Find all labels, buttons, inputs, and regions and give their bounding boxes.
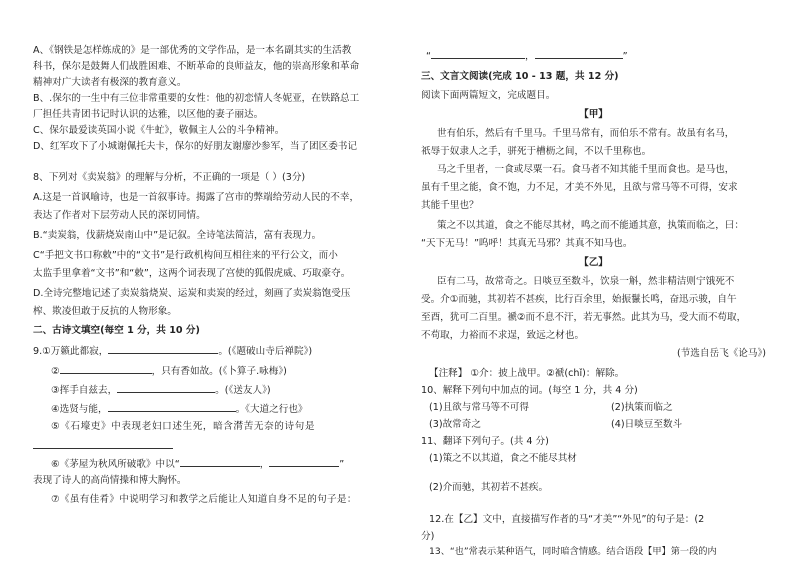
q9-5: ⑤《石壕吏》中表现老妇口述生死，暗含潸苦无奈的诗句是 — [51, 421, 316, 432]
q9-6-blank-2[interactable] — [269, 455, 339, 467]
q9-4-blank[interactable] — [108, 400, 236, 412]
q7-option-d: D、红军攻下了小城谢佩托夫卡，保尔的好朋友谢廖沙参军，当了团区委书记 — [33, 141, 357, 152]
q10-item-1: (1)且欲与常马等不可得 — [429, 402, 529, 413]
section3-title: 三、文言文阅读(完成 10 - 13 题，共 12 分) — [421, 71, 619, 82]
q7-option-b-line1: B、.保尔的一生中有三位非常重要的女性：他的初恋情人冬妮亚，在铁路总工 — [33, 93, 360, 104]
q9-3: ③挥手自兹去， 。(《送友人》) — [33, 381, 271, 398]
q10-item-3: (3)故常奇之 — [429, 419, 481, 430]
q9-4: ④选贤与能， 。《大道之行也》 — [33, 400, 308, 417]
q9-5-blank[interactable] — [33, 437, 173, 449]
q9-7-answer-line: “ ， ” — [426, 47, 628, 64]
annotation-note: 【注释】 ①介：披上战甲。②褫(chǐ)：解除。 — [429, 368, 625, 379]
q9-5-answer-line — [33, 437, 173, 454]
passage-source: (节选自岳飞《论马》) — [676, 348, 766, 359]
q8-option-c-line1: C“手把文书口称敕”中的“文书”是行政机构间互相往来的平行公文，而小 — [33, 250, 338, 261]
q9-1: 9.①万籁此都寂， 。(《题破山寺后禅院》) — [33, 342, 312, 359]
jia-line-2: 祇辱于奴隶人之手，骈死于槽枥之间，不以千里称也。 — [421, 146, 652, 157]
jia-line-5: 其能千里也？ — [421, 200, 479, 211]
q7-option-a-line3: 精神对广大读者有极深的教育意义。 — [33, 77, 187, 88]
q9-6-blank-1[interactable] — [180, 455, 260, 467]
q11-item-2: (2)介而驰，其初若不甚疾。 — [429, 482, 549, 493]
q10-stem: 10、解释下列句中加点的词。(每空 1 分，共 4 分) — [421, 385, 638, 396]
q12-line-2: 分) — [421, 531, 435, 542]
reading-intro: 阅读下面两篇短文，完成题目。 — [421, 90, 556, 101]
q9-7-blank-2[interactable] — [535, 47, 623, 59]
q8-option-c-line2: 太监手里拿着“文书”和“敕”，这两个词表现了宫使的狐假虎威、巧取豪夺。 — [33, 268, 351, 279]
q9-2: ② ，只有香如故。(《卜算子.咏梅》) — [33, 362, 287, 379]
q7-option-c: C、保尔最爱读英国小说《牛虻》，敬佩主人公的斗争精神。 — [33, 125, 285, 136]
q9-1-blank[interactable] — [108, 342, 218, 354]
q8-option-d-line2: 榨、欺凌但敢于反抗的人物形象。 — [33, 306, 177, 317]
q13-line-1: 13、“也”常表示某种语气，同时暗含情感。结合语段【甲】第一段的内 — [429, 546, 717, 557]
jia-line-6: 策之不以其道，食之不能尽其材，鸣之而不能通其意，执策而临之，曰： — [437, 220, 744, 231]
q12-line-1: 12.在【乙】文中，直接描写作者的马“才美”“外见”的句子是：(2 — [429, 514, 705, 525]
q9-2-blank[interactable] — [60, 362, 152, 374]
section2-title: 二、古诗文填空(每空 1 分，共 10 分) — [33, 325, 200, 336]
q10-item-2: (2)执策而临之 — [611, 402, 673, 413]
q11-stem: 11、翻译下列句子。(共 4 分) — [421, 436, 549, 447]
q7-option-a-line2: 科书，保尔是鼓舞人们战胜困难、不断革命的良师益友，他的崇高形象和革命 — [33, 61, 360, 72]
yi-line-3: 至酉，犹可二百里。褫②而不息不汗，若无事然。此其为马，受大而不苟取， — [421, 312, 747, 323]
q11-item-1: (1)策之不以其道，食之不能尽其材 — [429, 453, 577, 464]
q8-option-a-line1: A.这是一首讽喻诗，也是一首叙事诗。揭露了宫市的弊端给劳动人民的不幸， — [33, 192, 360, 203]
yi-line-2: 受。介①而驰，其初若不甚疾，比行百余里，始振鬣长鸣，奋迅示骏，自午 — [421, 294, 737, 305]
jia-line-7: “天下无马！”呜呼！其真无马邪？其真不知马也。 — [421, 238, 633, 249]
q9-7: ⑦《虽有佳肴》中说明学习和教学之后能让人知道自身不足的句子是： — [51, 494, 357, 505]
jia-line-3: 马之千里者，一食或尽粟一石。食马者不知其能千里而食也。是马也， — [437, 164, 735, 175]
q8-option-b: B.“卖炭翁，伐薪烧炭南山中”是记叙。全诗笔法简洁，富有表现力。 — [33, 230, 322, 241]
q9-7-blank-1[interactable] — [431, 47, 525, 59]
jia-line-4: 虽有千里之能，食不饱，力不足，才美不外见，且欲与常马等不可得，安求 — [421, 182, 738, 193]
jia-line-1: 世有伯乐，然后有千里马。千里马常有，而伯乐不常有。故虽有名马， — [437, 128, 735, 139]
q9-6-line2: 表现了诗人的高尚情操和博大胸怀。 — [33, 475, 187, 486]
q10-item-4: (4)日啖豆至数斗 — [611, 419, 683, 430]
q8-option-a-line2: 表达了作者对下层劳动人民的深切同情。 — [33, 210, 206, 221]
q8-option-d-line1: D.全诗完整地记述了卖炭翁烧炭、运炭和卖炭的经过，刻画了卖炭翁饱受压 — [33, 288, 351, 299]
q7-option-a-line1: A、《钢铁是怎样炼成的》是一部优秀的文学作品，是一本名副其实的生活教 — [33, 45, 352, 56]
yi-line-1: 臣有二马，故常奇之。日啖豆至数斗，饮泉一斛，然非精洁则宁饿死不 — [437, 276, 735, 287]
q9-3-blank[interactable] — [117, 381, 215, 393]
q8-stem: 8、下列对《卖炭翁》的理解与分析，不正确的一项是（ ）(3分) — [33, 172, 306, 183]
passage-jia-title: 【甲】 — [579, 109, 608, 120]
q9-6-line1: ⑥《茅屋为秋风所破歌》中以“ ， ” — [33, 455, 344, 472]
passage-yi-title: 【乙】 — [579, 257, 608, 268]
yi-line-4: 不苟取，力裕而不求逞，致远之材也。 — [421, 330, 585, 341]
q7-option-b-line2: 厂担任共青团书记时认识的达雅，以区他的妻子丽达。 — [33, 109, 264, 120]
